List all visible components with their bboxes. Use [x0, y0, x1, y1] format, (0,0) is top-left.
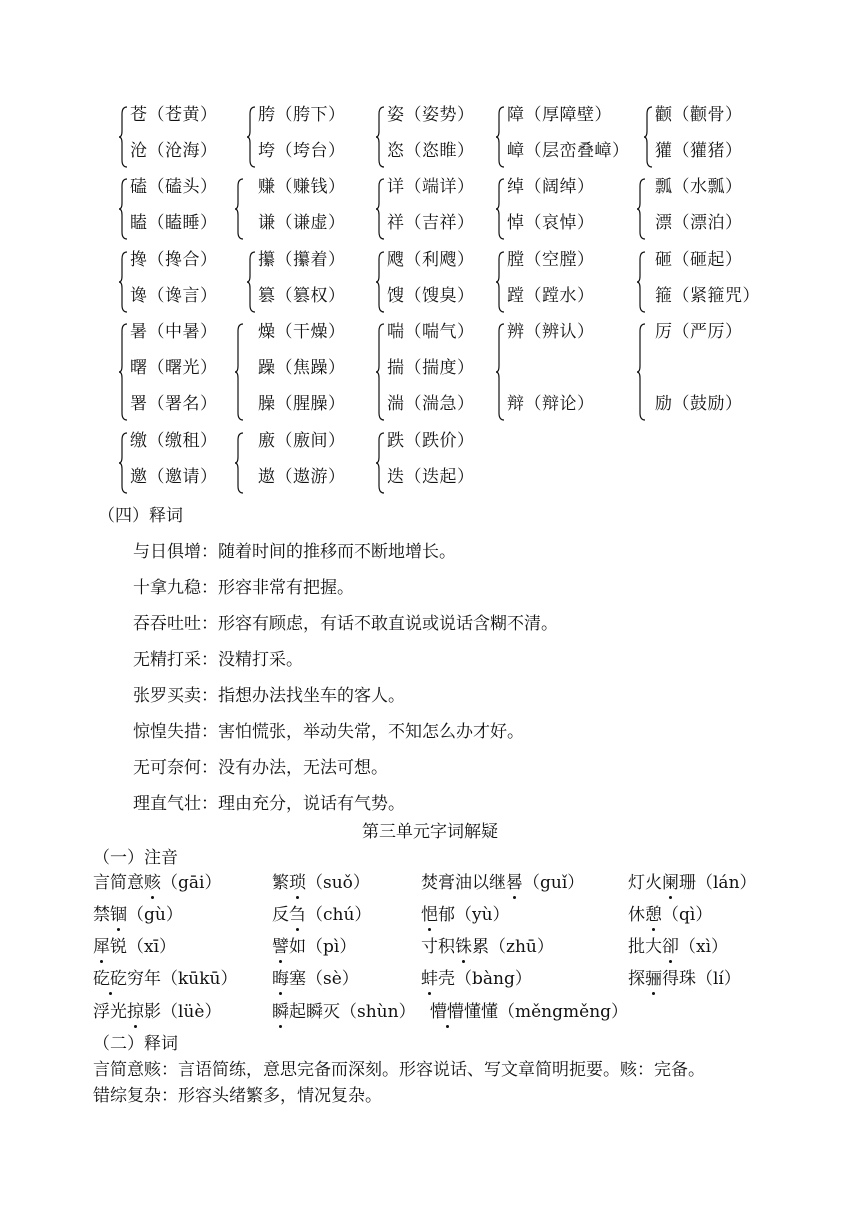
brace-icon — [375, 106, 385, 168]
definition-line: 无可奈何：没有办法，无法可想。 — [133, 758, 388, 778]
word-item: 曙（曙光） — [130, 358, 218, 378]
bracket-group — [118, 249, 238, 311]
word-item: 燥（干燥） — [258, 322, 346, 342]
phonetic-entry — [93, 1001, 221, 1023]
brace-icon — [495, 251, 505, 313]
phonetic-text: 休 — [628, 905, 645, 925]
word-item: 谗（谗言） — [130, 286, 218, 306]
word-item: 署（署名） — [130, 394, 218, 414]
definition-line: 与日俱增：随着时间的推移而不断地增长。 — [133, 542, 456, 562]
emphasis-dot-char: 刍 — [289, 905, 306, 925]
emphasis-dot-char: 悒 — [421, 905, 438, 925]
brace-icon — [118, 432, 128, 494]
phonetic-text: 批大 — [628, 937, 662, 957]
bracket-group — [375, 430, 495, 492]
phonetic-pinyin: 起瞬灭（shùn） — [289, 1002, 416, 1022]
word-item: 蹚（蹚水） — [507, 286, 595, 306]
word-item: 遨（遨游） — [258, 467, 346, 487]
phonetic-pinyin: （xì） — [679, 937, 729, 957]
phonetic-entry — [93, 904, 183, 926]
emphasis-dot-char: 犀 — [93, 937, 110, 957]
phonetic-entry — [93, 968, 238, 990]
emphasis-dot-char: 铢 — [455, 937, 472, 957]
phonetic-entry — [628, 936, 728, 958]
bracket-group — [495, 321, 635, 419]
definition-line: 理直气壮：理由充分，说话有气势。 — [133, 794, 405, 814]
bracket-group — [246, 249, 366, 311]
phonetic-text: 探 — [628, 969, 645, 989]
brace-icon — [636, 178, 646, 240]
phonetic-pinyin: 累（zhū） — [472, 937, 554, 957]
phonetic-pinyin: （chú） — [306, 905, 372, 925]
emphasis-dot-char: 譬 — [272, 937, 289, 957]
word-item: 瓢（水瓢） — [655, 177, 743, 197]
bracket-group — [375, 321, 495, 419]
phonetic-entry — [272, 968, 359, 990]
phonetic-entry — [421, 904, 510, 926]
brace-icon — [636, 323, 646, 421]
emphasis-dot-char: 阑 — [662, 873, 679, 893]
brace-icon — [234, 432, 244, 494]
phonetic-text: 灯火 — [628, 873, 662, 893]
bracket-group — [636, 249, 786, 311]
bracket-group — [636, 321, 766, 419]
word-item: 箍（紧箍咒） — [655, 286, 760, 306]
word-item: 缴（缴租） — [130, 431, 218, 451]
emphasis-dot-char: 蚌 — [421, 969, 438, 989]
phonetic-entry — [430, 1001, 628, 1023]
word-item: 嶂（层峦叠嶂） — [507, 141, 630, 161]
phonetic-entry — [272, 872, 370, 894]
phonetic-pinyin: 懂懂（měngměng） — [464, 1002, 629, 1022]
phonetic-text: 寸积 — [421, 937, 455, 957]
phonetic-pinyin: 得珠（lí） — [662, 969, 741, 989]
emphasis-dot-char: 赅 — [144, 873, 161, 893]
word-item: 飕（利飕） — [387, 250, 475, 270]
emphasis-dot-char: 晦 — [272, 969, 289, 989]
phonetic-entry — [421, 936, 554, 958]
phonetic-pinyin: （suǒ） — [306, 873, 370, 893]
word-item: 赚（赚钱） — [258, 177, 346, 197]
phonetic-entry — [93, 936, 176, 958]
brace-icon — [495, 106, 505, 168]
word-item: 跌（跌价） — [387, 431, 475, 451]
brace-icon — [636, 251, 646, 313]
bracket-group — [375, 249, 495, 311]
word-item: 厉（严厉） — [655, 322, 743, 342]
word-item: 搀（搀合） — [130, 250, 218, 270]
word-item: 馊（馊臭） — [387, 286, 475, 306]
word-item: 暑（中暑） — [130, 322, 218, 342]
definition-line: 吞吞吐吐：形容有顾虑，有话不敢直说或说话含糊不清。 — [133, 614, 558, 634]
phonetic-pinyin: （gù） — [127, 905, 183, 925]
bracket-group — [495, 104, 635, 166]
section-title: （二）释词 — [93, 1034, 178, 1054]
phonetic-text: 反 — [272, 905, 289, 925]
word-item: 揣（揣度） — [387, 358, 475, 378]
brace-icon — [643, 106, 653, 168]
word-item: 颧（颧骨） — [655, 105, 743, 125]
phonetic-pinyin: （qì） — [662, 905, 713, 925]
word-item: 苍（苍黄） — [130, 105, 218, 125]
word-item: 獾（獾猪） — [655, 141, 743, 161]
word-item: 迭（迭起） — [387, 467, 475, 487]
phonetic-pinyin: 塞（sè） — [289, 969, 359, 989]
phonetic-entry — [421, 872, 584, 894]
brace-icon — [118, 178, 128, 240]
brace-icon — [495, 323, 505, 421]
bracket-group — [643, 104, 763, 166]
emphasis-dot-char: 卻 — [662, 937, 679, 957]
brace-icon — [234, 178, 244, 240]
word-item: 祥（吉祥） — [387, 213, 475, 233]
word-item: 辨（辨认） — [507, 322, 595, 342]
brace-icon — [246, 251, 256, 313]
phonetic-entry — [272, 904, 371, 926]
word-item: 障（厚障壁） — [507, 105, 612, 125]
phonetic-entry — [272, 1001, 416, 1023]
phonetic-text: 浮光 — [93, 1002, 127, 1022]
word-item: 垮（垮台） — [258, 141, 346, 161]
word-item: 悼（哀悼） — [507, 213, 595, 233]
phonetic-pinyin: 壳（bàng） — [438, 969, 532, 989]
word-item: 沧（沧海） — [130, 141, 218, 161]
phonetic-text: 禁 — [93, 905, 110, 925]
emphasis-dot-char: 晷 — [506, 873, 523, 893]
phonetic-pinyin: 珊（lán） — [679, 873, 757, 893]
phonetic-pinyin: 锐（xī） — [110, 937, 177, 957]
bracket-group — [118, 104, 238, 166]
phonetic-text: 繁 — [272, 873, 289, 893]
brace-icon — [375, 178, 385, 240]
phonetic-pinyin: 如（pì） — [289, 937, 357, 957]
bracket-group — [375, 104, 495, 166]
brace-icon — [118, 251, 128, 313]
brace-icon — [375, 432, 385, 494]
definition-line: 惊惶失措：害怕慌张，举动失常，不知怎么办才好。 — [133, 722, 524, 742]
phonetic-entry — [421, 968, 532, 990]
word-item: 谦（谦虚） — [258, 213, 346, 233]
word-item: 胯（胯下） — [258, 105, 346, 125]
unit-title: 第三单元字词解疑 — [362, 822, 498, 842]
brace-icon — [118, 323, 128, 421]
word-item: 姿（姿势） — [387, 105, 475, 125]
word-item: 躁（焦躁） — [258, 358, 346, 378]
section-title: （一）注音 — [93, 848, 178, 868]
phonetic-pinyin: 郁（yù） — [438, 905, 510, 925]
brace-icon — [495, 178, 505, 240]
emphasis-dot-char: 锢 — [110, 905, 127, 925]
emphasis-dot-char: 懵懵 — [430, 1002, 464, 1022]
bracket-group — [246, 104, 366, 166]
bracket-group — [495, 176, 635, 238]
phonetic-pinyin: 影（lüè） — [144, 1002, 222, 1022]
bracket-group — [234, 176, 364, 238]
phonetic-entry — [93, 872, 221, 894]
brace-icon — [246, 106, 256, 168]
word-item: 辩（辩论） — [507, 394, 595, 414]
section-title: （四）释词 — [98, 506, 183, 526]
word-item: 湍（湍急） — [387, 394, 475, 414]
word-item: 详（端详） — [387, 177, 475, 197]
emphasis-dot-char: 瞬 — [272, 1002, 289, 1022]
bracket-group — [234, 430, 364, 492]
bracket-group — [495, 249, 635, 311]
bracket-group — [636, 176, 766, 238]
bracket-group — [118, 321, 238, 419]
word-item: 臊（腥臊） — [258, 394, 346, 414]
word-item: 邀（邀请） — [130, 467, 218, 487]
brace-icon — [234, 323, 244, 421]
phonetic-entry — [628, 904, 712, 926]
bracket-group — [234, 321, 364, 419]
word-item: 喘（喘气） — [387, 322, 475, 342]
paragraph: 错综复杂：形容头绪繁多，情况复杂。 — [93, 1086, 382, 1106]
word-item: 廒（廒间） — [258, 431, 346, 451]
brace-icon — [118, 106, 128, 168]
phonetic-entry — [628, 968, 741, 990]
word-item: 篡（篡权） — [258, 286, 346, 306]
definition-line: 无精打采：没精打采。 — [133, 650, 303, 670]
word-item: 磕（磕头） — [130, 177, 218, 197]
bracket-group — [118, 430, 238, 492]
emphasis-dot-char: 琐 — [289, 873, 306, 893]
phonetic-text: 焚膏油以继 — [421, 873, 506, 893]
word-item: 绰（阔绰） — [507, 177, 595, 197]
paragraph: 言简意赅：言语简练，意思完备而深刻。形容说话、写文章简明扼要。赅：完备。 — [93, 1060, 705, 1080]
phonetic-pinyin: 穷年（kūkū） — [127, 969, 238, 989]
word-item: 膛（空膛） — [507, 250, 595, 270]
phonetic-text: 言简意 — [93, 873, 144, 893]
word-item: 攥（攥着） — [258, 250, 346, 270]
phonetic-entry — [628, 872, 757, 894]
emphasis-dot-char: 骊 — [645, 969, 662, 989]
brace-icon — [375, 323, 385, 421]
word-item: 漂（漂泊） — [655, 213, 743, 233]
bracket-group — [118, 176, 238, 238]
bracket-group — [375, 176, 495, 238]
definition-line: 十拿九稳：形容非常有把握。 — [133, 578, 354, 598]
word-item: 励（鼓励） — [655, 394, 743, 414]
brace-icon — [375, 251, 385, 313]
phonetic-pinyin: （guǐ） — [523, 873, 585, 893]
definition-line: 张罗买卖：指想办法找坐车的客人。 — [133, 686, 405, 706]
word-item: 砸（砸起） — [655, 250, 743, 270]
emphasis-dot-char: 掠 — [127, 1002, 144, 1022]
emphasis-dot-char: 憩 — [645, 905, 662, 925]
emphasis-dot-char: 矻矻 — [93, 969, 127, 989]
phonetic-pinyin: （gāi） — [161, 873, 222, 893]
phonetic-entry — [272, 936, 356, 958]
word-item: 恣（恣睢） — [387, 141, 475, 161]
word-item: 瞌（瞌睡） — [130, 213, 218, 233]
